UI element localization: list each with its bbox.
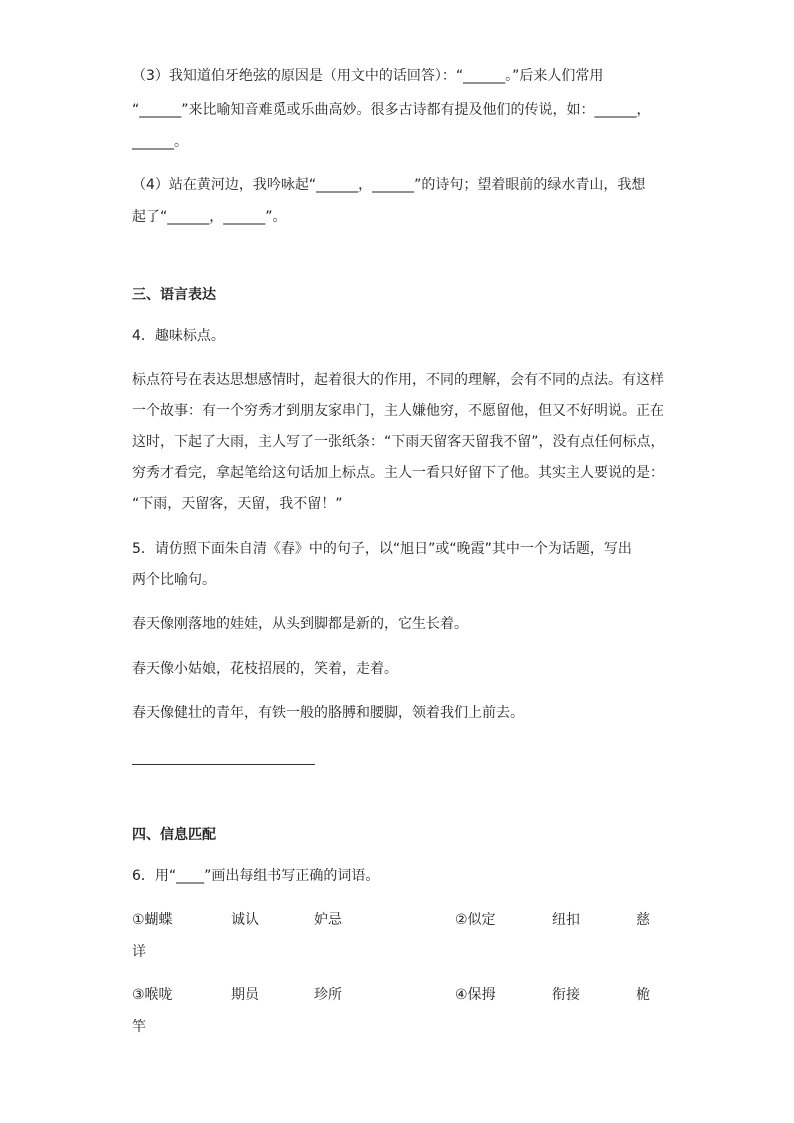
word-option[interactable]: 妒忌 [314,912,342,928]
answer-line[interactable] [132,764,315,765]
word-option[interactable]: 珍所 [314,987,342,1003]
word-option-wrap[interactable]: 竿 [132,1019,146,1035]
word-option[interactable]: ③喉咙 [132,987,173,1003]
paragraph-line-1: 标点符号在表达思想感情时，起着很大的作用，不同的理解，会有不同的点法。有这样 [132,372,664,388]
word-option[interactable]: ②似定 [455,912,496,928]
q4-line-1: （4）站在黄河边，我吟咏起“______，______”的诗句；望着眼前的绿水青山，我想 [132,177,646,193]
word-option[interactable]: 诚认 [231,912,259,928]
example-sentence-3: 春天像健壮的青年，有铁一般的胳膊和腰脚，领着我们上前去。 [132,705,524,721]
word-option[interactable]: 期员 [231,987,259,1003]
word-option[interactable]: 衔接 [552,987,580,1003]
q4-line-2: 起了“______，______”。 [132,209,287,225]
question-6-title: 6．用“____”画出每组书写正确的词语。 [132,868,380,884]
word-option[interactable]: ①蝴蝶 [132,912,173,928]
q3-line-3: ______。 [132,134,188,150]
q3-line-2: “______”来比喻知音难觅或乐曲高妙。很多古诗都有提及他们的传说，如：______， [132,102,651,118]
section-3-heading: 三、语言表达 [132,287,216,303]
word-option-wrap[interactable]: 详 [132,944,146,960]
question-5-title-line-1: 5．请仿照下面朱自清《春》中的句子，以“旭日”或“晚霞”其中一个为话题，写出 [132,541,632,557]
question-5-title-line-2: 两个比喻句。 [132,572,216,588]
word-option[interactable]: 慈 [636,912,650,928]
q3-line-1: （3）我知道伯牙绝弦的原因是（用文中的话回答）：“______。”后来人们常用 [132,68,604,84]
section-4-heading: 四、信息匹配 [132,827,216,843]
paragraph-line-4: 穷秀才看完，拿起笔给这句话加上标点。主人一看只好留下了他。其实主人要说的是： [132,465,664,481]
paragraph-line-3: 这时，下起了大雨，主人写了一张纸条：“下雨天留客天留我不留”，没有点任何标点， [132,434,665,450]
question-4-title: 4．趣味标点。 [132,328,225,344]
example-sentence-1: 春天像刚落地的娃娃，从头到脚都是新的，它生长着。 [132,616,468,632]
paragraph-line-5: “下雨，天留客，天留，我不留！” [132,496,343,512]
word-option[interactable]: 桅 [636,987,650,1003]
word-option[interactable]: ④保拇 [455,987,496,1003]
word-option[interactable]: 纽扣 [552,912,580,928]
example-sentence-2: 春天像小姑娘，花枝招展的，笑着，走着。 [132,661,398,677]
paragraph-line-2: 一个故事：有一个穷秀才到朋友家串门，主人嫌他穷，不愿留他，但又不好明说。正在 [132,403,664,419]
